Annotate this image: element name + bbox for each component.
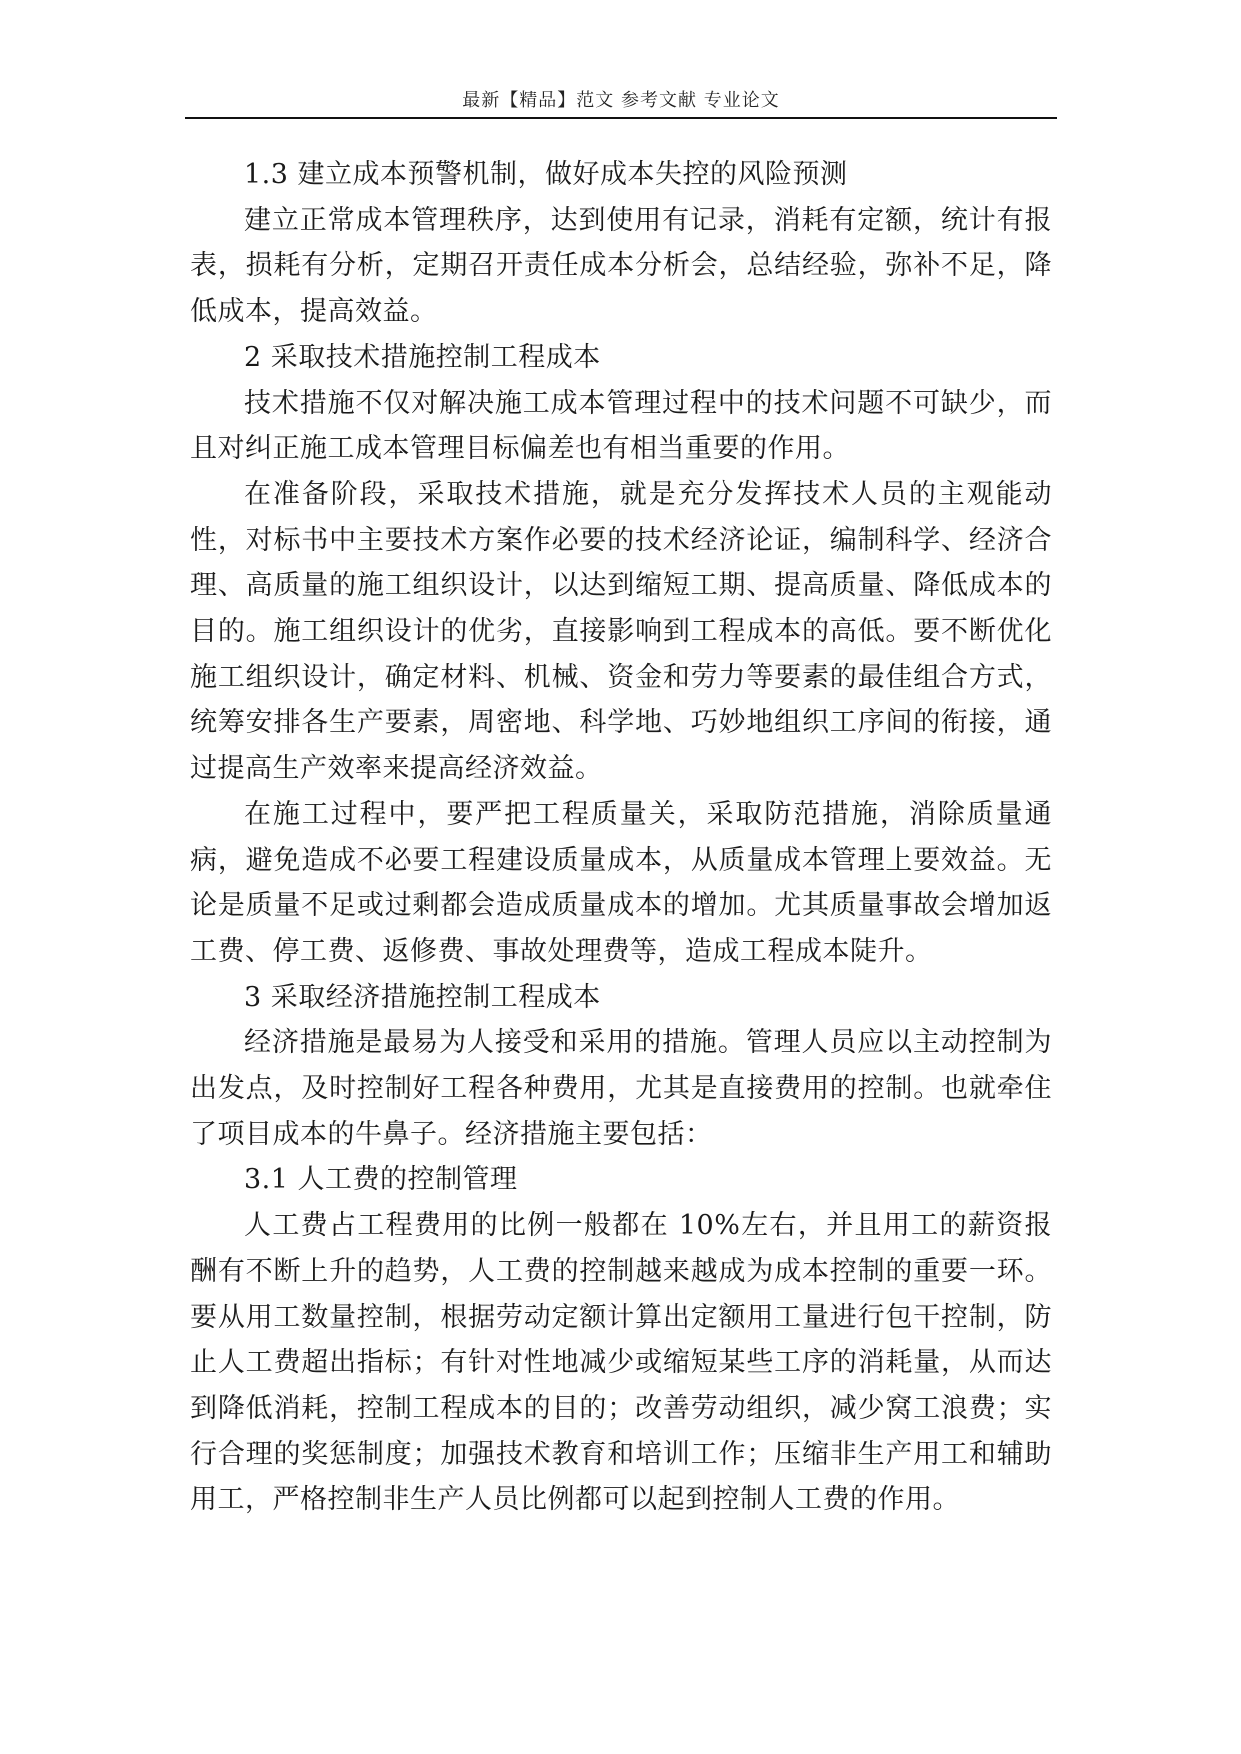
document-body (190, 152, 1052, 1523)
header-divider (185, 117, 1057, 119)
section-heading-1-3: 1.3 建立成本预警机制，做好成本失控的风险预测 (244, 159, 848, 190)
paragraph: 在施工过程中，要严把工程质量关，采取防范措施，消除质量通病，避免造成不必要工程建设质量成本，从质量成本管理上要效益。无论是质量不足或过剩都会造成质量成本的增加。尤其质量事故会增加返工费、停工费、返修费、事故处理费等，造成工程成本陡升。 (190, 798, 1052, 967)
paragraph: 人工费占工程费用的比例一般都在 10%左右，并且用工的薪资报酬有不断上升的趋势，人工费的控制越来越成为成本控制的重要一环。要从用工数量控制，根据劳动定额计算出定额用工量进行包干控制，防止人工费超出指标；有针对性地减少或缩短某些工序的消耗量，从而达到降低消耗，控制工程成本的目的；改善劳动组织，减少窝工浪费；实行合理的奖惩制度；加强技术教育和培训工作；压缩非生产用工和辅助用工，严格控制非生产人员比例都可以起到控制人工费的作用。 (190, 1210, 1052, 1516)
section-heading-3: 3 采取经济措施控制工程成本 (244, 981, 601, 1013)
paragraph: 在准备阶段，采取技术措施，就是充分发挥技术人员的主观能动性，对标书中主要技术方案作必要的技术经济论证，编制科学、经济合理、高质量的施工组织设计，以达到缩短工期、提高质量、降低成本的目的。施工组织设计的优劣，直接影响到工程成本的高低。要不断优化施工组织设计，确定材料、机械、资金和劳力等要素的最佳组合方式，统筹安排各生产要素，周密地、科学地、巧妙地组织工序间的衔接，通过提高生产效率来提高经济效益。 (190, 478, 1052, 785)
page-header: 最新【精品】范文 参考文献 专业论文 (462, 90, 780, 111)
paragraph: 技术措施不仅对解决施工成本管理过程中的技术问题不可缺少，而且对纠正施工成本管理目标偏差也有相当重要的作用。 (190, 387, 1052, 465)
paragraph: 建立正常成本管理秩序，达到使用有记录，消耗有定额，统计有报表，损耗有分析，定期召开责任成本分析会，总结经验，弥补不足，降低成本，提高效益。 (190, 204, 1052, 328)
section-heading-2: 2 采取技术措施控制工程成本 (244, 341, 601, 373)
paragraph: 经济措施是最易为人接受和采用的措施。管理人员应以主动控制为出发点，及时控制好工程各种费用，尤其是直接费用的控制。也就牵住了项目成本的牛鼻子。经济措施主要包括： (190, 1027, 1052, 1150)
section-heading-3-1: 3.1 人工费的控制管理 (244, 1164, 518, 1196)
